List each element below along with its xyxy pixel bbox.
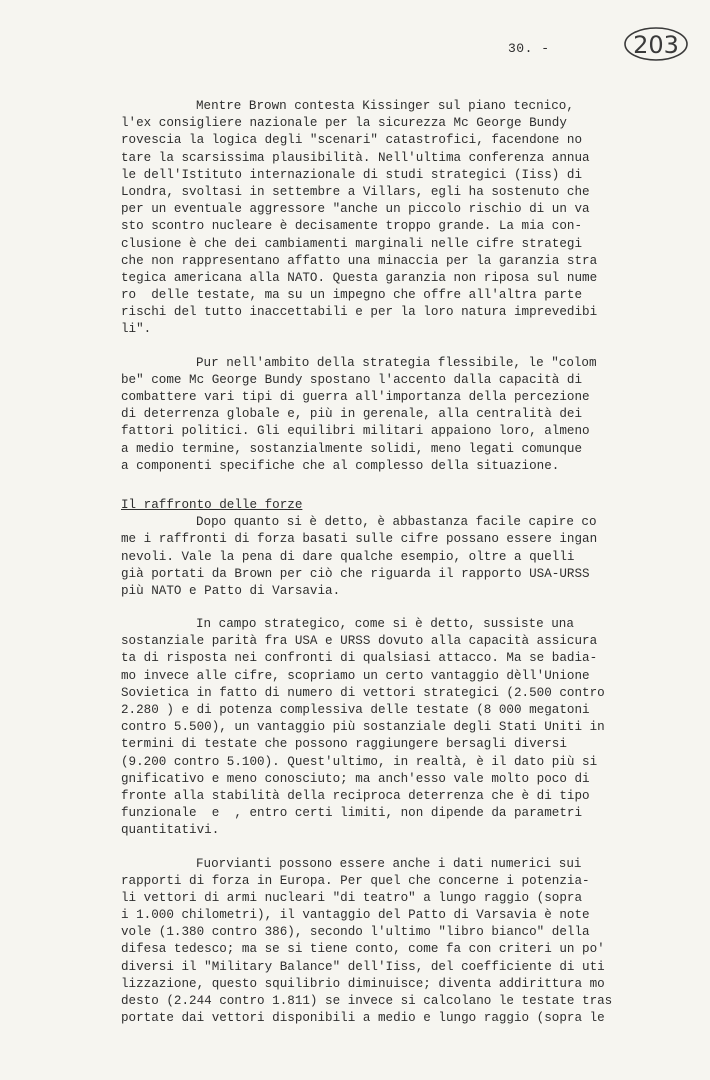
text-line: me i raffronti di forza basati sulle cifre possano essere ingan — [121, 532, 598, 547]
paragraph-2 — [121, 355, 691, 475]
text-line: funzionale e , entro certi limiti, non dipende da parametri — [121, 806, 583, 821]
text-line: ta di risposta nei confronti di qualsiasi attacco. Ma se badia- — [121, 651, 598, 666]
text-line: combattere vari tipi di guerra all'importanza della percezione — [121, 390, 590, 404]
text-line: rovescia la logica degli "scenari" catastrofici, facendone no — [121, 133, 583, 148]
document-body — [121, 98, 691, 1027]
text-line: tegica americana alla NATO. Questa garanzia non riposa sul nume — [121, 270, 598, 285]
stamp-oval-icon — [622, 24, 690, 64]
text-line: quantitativi. — [121, 823, 220, 838]
text-line: rischi del tutto inaccettabili e per la loro natura imprevedibi — [121, 305, 598, 320]
text-line: l'ex consigliere nazionale per la sicurezza Mc George Bundy — [121, 116, 567, 131]
text-line: lizzazione, questo squilibrio diminuisce; diventa addirittura mo — [121, 976, 605, 991]
text-line: i 1.000 chilometri), il vantaggio del Patto di Varsavia è note — [121, 908, 590, 923]
text-line: 2.280 ) e di potenza complessiva delle testate (8 000 megatoni — [121, 703, 590, 717]
text-line: gnificativo e meno conosciuto; ma anch'esso vale molto poco di — [121, 771, 590, 786]
text-line: a componenti specifiche che al complesso della situazione. — [121, 458, 560, 473]
text-line: le dell'Istituto internazionale di studi strategici (Iiss) di — [121, 167, 583, 182]
text-line: di deterrenza globale e, più in gerenale, alla centralità dei — [121, 407, 583, 422]
text-line: li vettori di armi nucleari "di teatro" a lungo raggio (sopra — [121, 890, 583, 905]
paragraph-4 — [121, 616, 691, 839]
text-line: termini di testate che possono raggiungere bersagli diversi — [121, 737, 567, 752]
paragraph-5 — [121, 856, 691, 1028]
text-line: mo invece alle cifre, scopriamo un certo vantaggio dèll'Unione — [121, 668, 590, 683]
page-stamp — [622, 24, 690, 64]
text-line: più NATO e Patto di Varsavia. — [121, 583, 341, 598]
text-line: clusione è che dei cambiamenti marginali nelle cifre strategi — [121, 236, 583, 251]
text-line: portate dai vettori disponibili a medio e lungo raggio (sopra le — [121, 1011, 605, 1026]
text-line: Fuorvianti possono essere anche i dati numerici sui — [196, 856, 582, 871]
page-number: 30. - — [508, 41, 550, 56]
text-line: Pur nell'ambito della strategia flessibile, le "colom — [196, 355, 597, 370]
text-line: Dopo quanto si è detto, è abbastanza facile capire co — [196, 515, 597, 530]
text-line: li". — [121, 322, 152, 337]
text-line: Sovietica in fatto di numero di vettori strategici (2.500 contro — [121, 685, 605, 700]
text-line: che non rappresentano affatto una minaccia per la garanzia stra — [121, 253, 598, 268]
paragraph-3 — [121, 497, 691, 600]
text-line: desto (2.244 contro 1.811) se invece si calcolano le testate tras — [121, 994, 613, 1008]
text-line: fattori politici. Gli equilibri militari appaiono loro, almeno — [121, 424, 590, 439]
text-line: per un eventuale aggressore "anche un piccolo rischio di un va — [121, 202, 590, 217]
text-line: a medio termine, sostanzialmente solidi, meno legati comunque — [121, 441, 583, 456]
text-line: (9.200 contro 5.100). Quest'ultimo, in realtà, è il dato più si — [121, 754, 598, 769]
text-line: vole (1.380 contro 386), secondo l'ultimo "libro bianco" della — [121, 925, 590, 940]
text-line: rapporti di forza in Europa. Per quel che concerne i potenzia- — [121, 873, 590, 888]
paragraph-1 — [121, 98, 691, 339]
section-heading: Il raffronto delle forze — [121, 497, 303, 512]
text-line: diversi il "Military Balance" dell'Iiss, del coefficiente di uti — [121, 959, 605, 974]
text-line: In campo strategico, come si è detto, sussiste una — [196, 617, 574, 632]
text-line: nevoli. Vale la pena di dare qualche esempio, oltre a quelli — [121, 549, 575, 564]
text-line: Londra, svoltasi in settembre a Villars, egli ha sostenuto che — [121, 184, 590, 199]
text-line: tare la scarsissima plausibilità. Nell'ultima conferenza annua — [121, 150, 590, 165]
text-line: Mentre Brown contesta Kissinger sul piano tecnico, — [196, 99, 574, 113]
text-line: sostanziale parità fra USA e URSS dovuto alla capacità assicura — [121, 634, 598, 649]
text-line: difesa tedesco; ma se si tiene conto, come fa con criteri un po' — [121, 942, 605, 957]
text-line: contro 5.500), un vantaggio più sostanziale degli Stati Uniti in — [121, 720, 605, 735]
stamp-text: 203 — [633, 31, 679, 59]
text-line: sto scontro nucleare è decisamente troppo grande. La mia con- — [121, 219, 583, 234]
text-line: già portati da Brown per ciò che riguarda il rapporto USA-URSS — [121, 566, 590, 581]
text-line: ro delle testate, ma su un impegno che offre all'altra parte — [121, 288, 583, 303]
text-line: be" come Mc George Bundy spostano l'accento dalla capacità di — [121, 372, 583, 387]
text-line: fronte alla stabilità della reciproca deterrenza che è di tipo — [121, 788, 590, 803]
